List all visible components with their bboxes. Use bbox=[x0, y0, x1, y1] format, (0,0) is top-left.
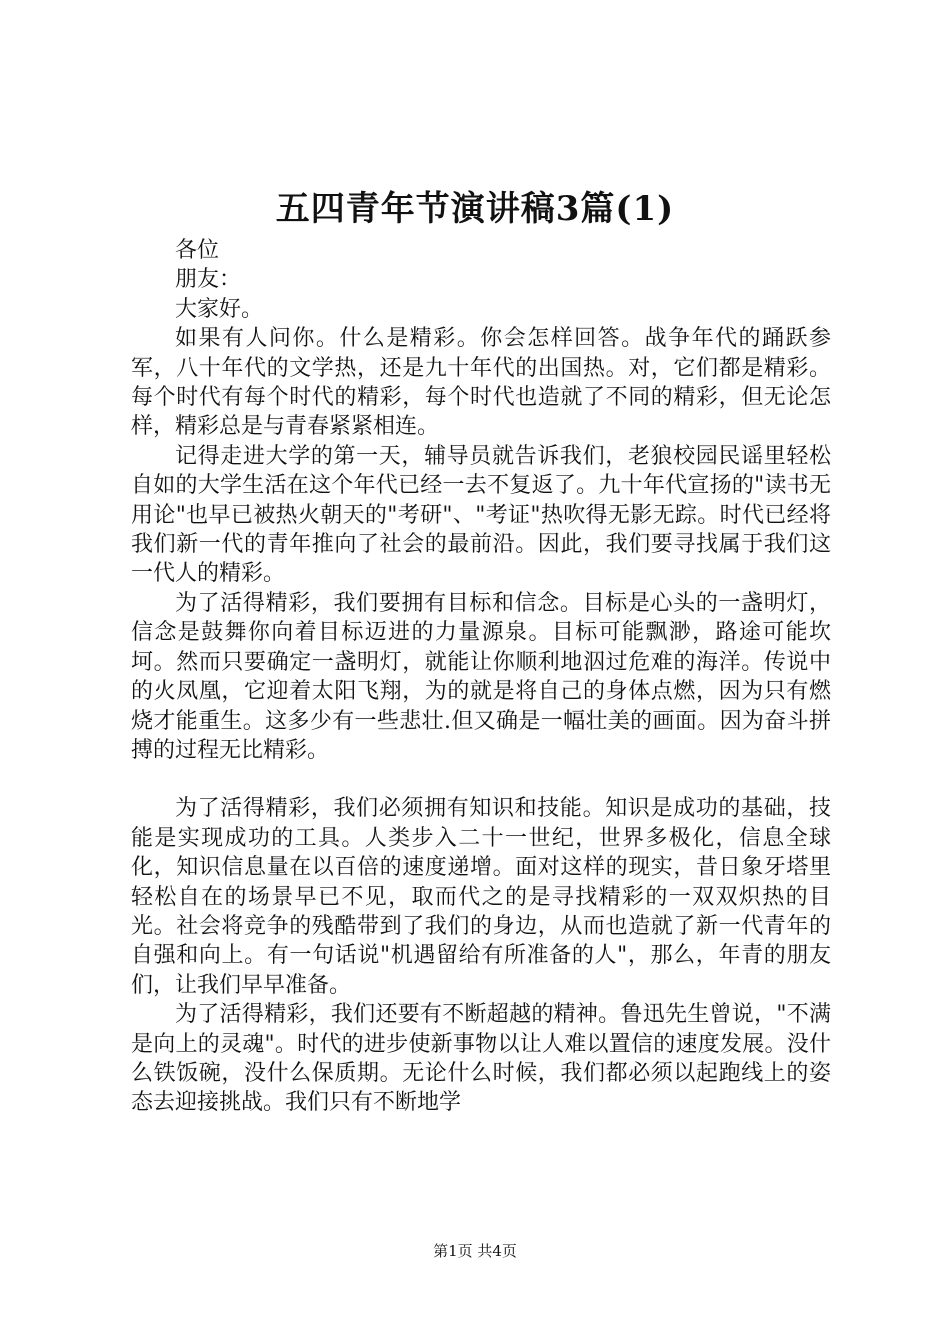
body-paragraph: 记得走进大学的第一天，辅导员就告诉我们，老狼校园民谣里轻松自如的大学生活在这个年代已经一去不复返了。九十年代宣扬的"读书无用论"也早已被热火朝天的"考研"、"考证"热吹得无影无踪。时代已经将我们新一代的青年推向了社会的最前沿。因此，我们要寻找属于我们这一代人的精彩。 bbox=[131, 443, 831, 587]
body-paragraph: 如果有人问你。什么是精彩。你会怎样回答。战争年代的踊跃参军，八十年代的文学热，还是九十年代的出国热。对，它们都是精彩。每个时代有每个时代的精彩，每个时代也造就了不同的精彩，但无论怎样，精彩总是与青春紧紧相连。 bbox=[131, 326, 831, 440]
greeting: 大家好。 bbox=[175, 296, 264, 322]
page-number-footer: 第1页 共4页 bbox=[433, 1242, 517, 1260]
body-paragraph: 为了活得精彩，我们还要有不断超越的精神。鲁迅先生曾说，"不满是向上的灵魂"。时代的进步使新事物以让人难以置信的速度发展。没什么铁饭碗，没什么保质期。无论什么时候，我们都必须以起跑线上的姿态去迎接挑战。我们只有不断地学 bbox=[131, 1002, 831, 1116]
body-paragraph: 为了活得精彩，我们要拥有目标和信念。目标是心头的一盏明灯，信念是鼓舞你向着目标迈进的力量源泉。目标可能飘渺，路途可能坎坷。然而只要确定一盏明灯，就能让你顺利地泅过危难的海洋。传说中的火凤凰，它迎着太阳飞翔，为的就是将自己的身体点燃，因为只有燃烧才能重生。这多少有一些悲壮.但又确是一幅壮美的画面。因为奋斗拼搏的过程无比精彩。 bbox=[131, 590, 831, 763]
document-body bbox=[131, 236, 831, 1118]
salutation-line-1: 各位 bbox=[175, 238, 220, 263]
document-title: 五四青年节演讲稿3篇(1) bbox=[275, 189, 675, 229]
salutation-line-2: 朋友： bbox=[175, 267, 242, 293]
body-paragraph: 为了活得精彩，我们必须拥有知识和技能。知识是成功的基础，技能是实现成功的工具。人类步入二十一世纪，世界多极化，信息全球化，知识信息量在以百倍的速度递增。面对这样的现实，昔日象牙塔里轻松自在的场景早已不见，取而代之的是寻找精彩的一双双炽热的目光。社会将竞争的残酷带到了我们的身边，从而也造就了新一代青年的自强和向上。有一句话说"机遇留给有所准备的人"，那么，年青的朋友们，让我们早早准备。 bbox=[131, 796, 831, 998]
